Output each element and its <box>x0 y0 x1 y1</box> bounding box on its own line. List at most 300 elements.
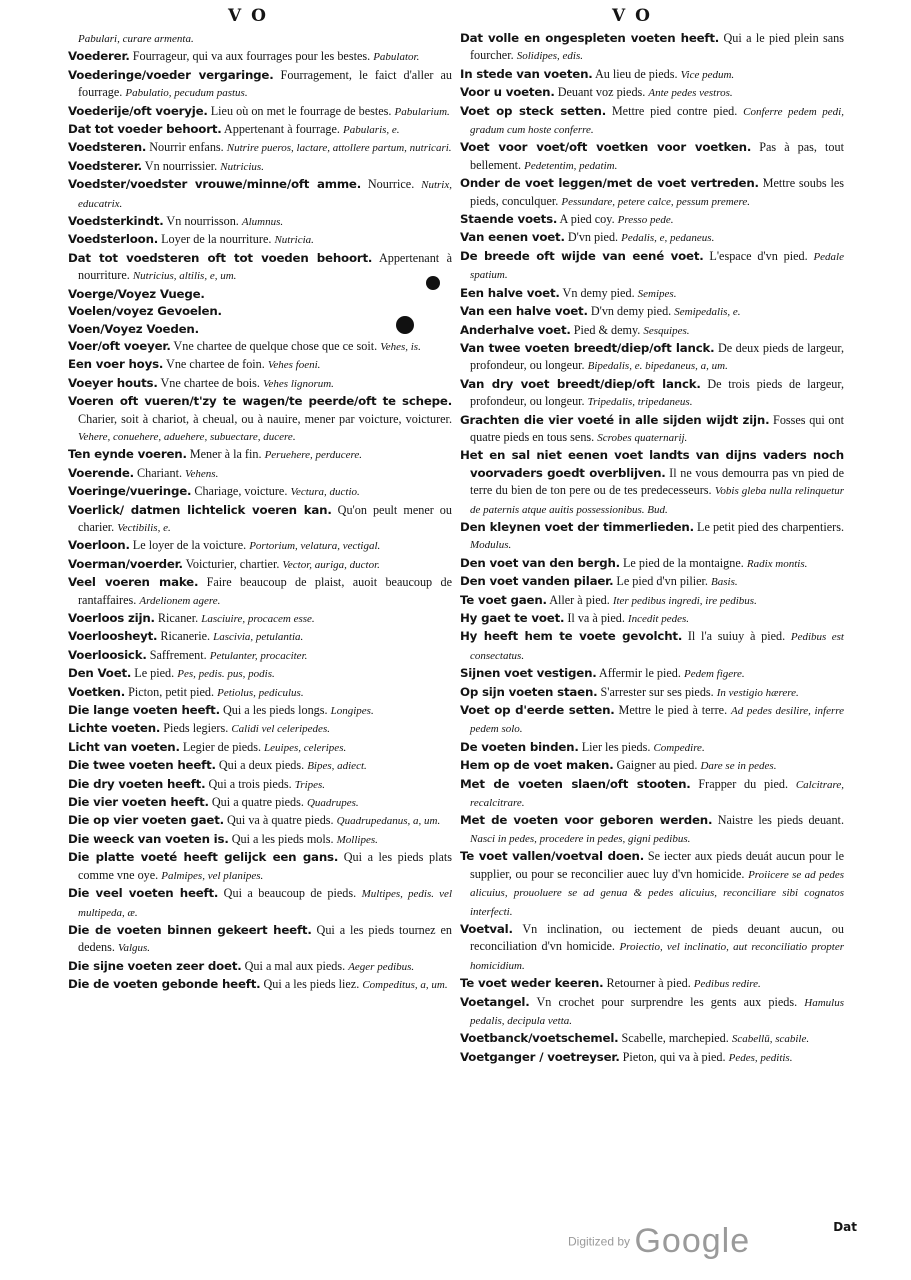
french-gloss: Appertenant à fourrage. <box>221 122 344 137</box>
french-gloss: Qui a les pieds longs. <box>219 703 331 718</box>
french-gloss: Deuant voz pieds. <box>554 85 649 100</box>
headword: Voet op steck setten. <box>460 103 606 118</box>
dictionary-entry <box>68 48 452 66</box>
headword: Die vier voeten heeft. <box>68 795 209 810</box>
latin-gloss: Pessundare, petere calce, pessum premere. <box>561 195 751 208</box>
latin-gloss: Iter pedibus ingredi, ire pedibus. <box>612 594 757 607</box>
french-gloss: Mettre le pied à terre. <box>614 703 732 718</box>
french-gloss: Vn nourrissier. <box>141 158 221 173</box>
dictionary-entry <box>68 356 452 374</box>
headword: Voelen/voyez Gevoelen. <box>68 304 222 319</box>
french-gloss: Lier les pieds. <box>578 739 654 754</box>
latin-gloss: Modulus. <box>470 539 512 552</box>
french-gloss: Qui a les pieds liez. <box>260 977 363 992</box>
headword: Hy gaet te voet. <box>460 611 565 625</box>
latin-gloss: Vectibilis, e. <box>117 521 171 534</box>
latin-gloss: Pedibus redire. <box>693 978 761 991</box>
dictionary-entry <box>68 849 452 885</box>
dictionary-entry <box>68 794 452 812</box>
headword: Te voet vallen/voetval doen. <box>460 849 645 864</box>
latin-gloss: Lasciuire, procacem esse. <box>201 613 315 625</box>
french-gloss: Le pied d'vn pilier. <box>613 574 712 589</box>
french-gloss: D'vn pied. <box>564 230 622 245</box>
dictionary-entry <box>460 303 844 321</box>
latin-gloss: Vehes, is. <box>380 340 421 353</box>
dictionary-entry <box>460 1030 844 1048</box>
headword: Voederije/oft voeryje. <box>68 103 208 118</box>
headword: Die sijne voeten zeer doet. <box>68 958 242 973</box>
dictionary-entry <box>460 285 844 303</box>
french-gloss: Naistre les pieds deuant. <box>712 813 844 828</box>
latin-gloss: Portorium, velatura, vectigal. <box>249 540 381 553</box>
french-gloss: Saffrement. <box>146 647 210 662</box>
french-gloss: Qu'on peult mener ou charier. <box>78 502 452 534</box>
latin-gloss: Nutricia. <box>274 234 314 247</box>
dictionary-entry <box>68 446 452 464</box>
headword: Voor u voeten. <box>460 85 555 100</box>
latin-gloss: Ardelionem agere. <box>139 594 221 607</box>
latin-gloss: Pabularium. <box>394 105 450 118</box>
headword: Die op vier voeten gaet. <box>68 813 224 828</box>
dictionary-entry <box>460 757 844 775</box>
headword: Een halve voet. <box>460 285 560 300</box>
headword: Op sijn voeten staen. <box>460 684 598 699</box>
french-gloss: D'vn demy pied. <box>587 304 675 319</box>
dictionary-entry <box>68 574 452 610</box>
headword: Te voet gaen. <box>460 592 547 607</box>
latin-gloss: Vehes foeni. <box>267 359 321 372</box>
french-gloss: S'arrester sur ses pieds. <box>597 684 717 699</box>
headword: Ten eynde voeren. <box>68 447 187 462</box>
dictionary-entry <box>68 213 452 231</box>
french-gloss: Il va à pied. <box>564 611 628 625</box>
dictionary-entry <box>68 176 452 213</box>
headword: Die platte voeté heeft gelijck een gans. <box>68 850 339 865</box>
dictionary-entry <box>68 665 452 683</box>
french-gloss: Mettre soubs les pieds, conculquer. <box>470 176 844 208</box>
dictionary-entry <box>68 483 452 501</box>
headword: Van twee voeten breedt/diep/oft lanck. <box>460 340 715 355</box>
headword: Voeyer houts. <box>68 375 158 390</box>
dictionary-entry <box>68 67 452 103</box>
headword: Voetangel. <box>460 994 530 1009</box>
headword: Met de voeten voor geboren werden. <box>460 813 713 828</box>
french-gloss: Ricanerie. <box>157 629 214 644</box>
latin-gloss: Petiolus, pediculus. <box>217 686 304 699</box>
headword: Die lange voeten heeft. <box>68 703 220 718</box>
latin-gloss: Tripes. <box>294 778 326 791</box>
french-gloss: Appertenant à nourriture. <box>78 250 452 283</box>
latin-gloss: Calidi vel celeripedes. <box>231 723 330 736</box>
headword: Met de voeten slaen/oft stooten. <box>460 776 691 791</box>
french-gloss: Chariant. <box>133 465 186 480</box>
headword: Dat volle en ongespleten voeten heeft. <box>460 31 720 45</box>
headword: Dat tot voeder behoort. <box>68 122 222 137</box>
french-gloss: Vn crochet pour surprendre les gents aux pieds. <box>529 994 805 1009</box>
headword: Veel voeren make. <box>68 575 199 590</box>
headword: Grachten die vier voeté in alle sijden wijdt zijn. <box>460 412 770 427</box>
headword: Voerloosick. <box>68 647 147 662</box>
dictionary-entry <box>68 628 452 646</box>
french-gloss: Fourrageur, qui va aux fourrages pour les bestes. <box>129 49 374 64</box>
dictionary-entry <box>460 322 844 340</box>
dictionary-entry <box>460 573 844 591</box>
latin-gloss: Bipedalis, e. bipedaneus, a, um. <box>587 360 728 373</box>
french-gloss: Le loyer de la voicture. <box>129 538 250 553</box>
french-gloss: Se iecter aux pieds deuát aucun pour le supplier, ou pour se reconcilier auec luy d'vn homicide. <box>470 849 844 881</box>
headword: Te voet weder keeren. <box>460 976 604 991</box>
headword: Voerende. <box>68 465 134 480</box>
latin-gloss: Basis. <box>711 576 738 589</box>
latin-gloss: Valgus. <box>117 942 151 955</box>
headword: De breede oft wijde van eené voet. <box>460 248 704 263</box>
headword: Die weeck van voeten is. <box>68 831 229 846</box>
latin-gloss: Vehes lignorum. <box>263 377 334 390</box>
dictionary-entry <box>68 321 452 338</box>
headword: Onder de voet leggen/met de voet vertreden. <box>460 176 759 191</box>
headword: Die dry voeten heeft. <box>68 776 206 791</box>
latin-gloss: Alumnus. <box>241 216 284 229</box>
dictionary-entry <box>68 922 452 958</box>
latin-gloss: Nutrire pueros, lactare, attollere partum, nutricari. <box>226 142 452 155</box>
headword: Voerloos zijn. <box>68 611 155 625</box>
latin-gloss: Aeger pedibus. <box>348 960 415 973</box>
latin-gloss: Pes, pedis. pus, podis. <box>177 668 275 681</box>
headword: Hem op de voet maken. <box>460 758 614 773</box>
latin-gloss: Nutricius. <box>220 160 264 173</box>
dictionary-entry <box>68 103 452 121</box>
latin-gloss: Longipes. <box>330 705 374 718</box>
headword: Voedsterloon. <box>68 232 159 247</box>
headword: Van eenen voet. <box>460 230 565 245</box>
latin-gloss: Pedem figere. <box>684 668 745 681</box>
dictionary-entry <box>460 412 844 448</box>
left-column <box>68 30 452 995</box>
dictionary-entry <box>68 958 452 976</box>
dictionary-entry <box>460 684 844 702</box>
latin-gloss: Calcitrare, recalcitrare. <box>470 778 844 810</box>
latin-gloss: In vestigio hærere. <box>716 686 799 699</box>
french-gloss: Faire beaucoup de plaist, auoit beaucoup de rantaffaires. <box>78 575 453 607</box>
french-gloss: Le pied de la montaigne. <box>619 555 747 570</box>
dictionary-entry <box>68 231 452 249</box>
dictionary-entry <box>460 975 844 993</box>
french-gloss: Vn nourrisson. <box>163 214 242 229</box>
dictionary-entry <box>460 1049 844 1067</box>
latin-gloss: Palmipes, vel planipes. <box>161 869 264 882</box>
french-gloss: L'espace d'vn pied. <box>703 248 814 263</box>
dictionary-entry <box>68 30 452 48</box>
latin-gloss: Pabulator. <box>373 51 420 64</box>
headword: Voetganger / voetreyser. <box>460 1049 620 1064</box>
dictionary-entry <box>460 921 844 975</box>
headword: Voetbanck/voetschemel. <box>460 1031 619 1046</box>
french-gloss: A pied coy. <box>557 212 618 227</box>
french-gloss: Pied & demy. <box>570 322 644 337</box>
headword: Die twee voeten heeft. <box>68 758 216 773</box>
french-gloss: Qui a les pieds mols. <box>228 831 337 846</box>
french-gloss: Gaigner au pied. <box>613 758 701 773</box>
french-gloss: Retourner à pied. <box>603 976 694 991</box>
dictionary-entry <box>460 519 844 555</box>
latin-gloss: Bipes, adiect. <box>307 760 367 773</box>
latin-gloss: Vehere, conuehere, aduehere, subuectare, ducere. <box>78 430 296 443</box>
latin-gloss: Pabulatio, pecudum pastus. <box>125 87 248 100</box>
headword: Die de voeten binnen gekeert heeft. <box>68 922 312 937</box>
headword: Voederer. <box>68 49 130 64</box>
french-gloss: De trois pieds de largeur, profondeur, ou longeur. <box>470 376 844 409</box>
dictionary-entry <box>68 976 452 994</box>
french-gloss: Mener à la fin. <box>186 447 265 462</box>
latin-gloss: Pedalis, e, pedaneus. <box>621 232 715 245</box>
headword: Anderhalve voet. <box>460 322 571 337</box>
latin-gloss: Vector, auriga, ductor. <box>282 558 380 571</box>
latin-gloss: Leuipes, celeripes. <box>264 741 347 754</box>
french-gloss: Qui a les pieds plats comme vne oye. <box>78 850 452 882</box>
headword: Een voer hoys. <box>68 357 164 372</box>
headword: Voetval. <box>460 921 513 936</box>
french-gloss: Pas à pas, tout bellement. <box>470 140 845 172</box>
headword: Voetken. <box>68 684 126 699</box>
latin-gloss: Vice pedum. <box>680 68 735 81</box>
dictionary-entry <box>68 303 452 320</box>
french-gloss: Charier, soit à chariot, à cheual, ou à nauire, mener par voicture, voicturer. <box>78 411 452 426</box>
latin-gloss: Incedit pedes. <box>627 613 690 625</box>
latin-gloss: Multipes, pedis. vel multipeda, æ. <box>78 888 452 919</box>
headword: Het en sal niet eenen voet landts van dijns vaders noch voorvaders goedt overblijven. <box>460 448 844 480</box>
latin-gloss: Ante pedes vestros. <box>648 87 733 100</box>
french-gloss: Chariage, voicture. <box>191 484 291 499</box>
latin-gloss: Nasci in pedes, procedere in pedes, gigni pedibus. <box>470 832 691 845</box>
french-gloss: Nourrir enfans. <box>146 140 227 155</box>
digitized-watermark <box>568 1222 750 1261</box>
dictionary-entry <box>68 739 452 757</box>
dictionary-entry <box>460 592 844 610</box>
headword: In stede van voeten. <box>460 66 593 81</box>
french-gloss: Lieu où on met le fourrage de bestes. <box>207 103 395 118</box>
dictionary-entry <box>68 757 452 775</box>
latin-gloss: Sesquipes. <box>643 324 690 337</box>
headword: Die de voeten gebonde heeft. <box>68 977 261 992</box>
french-gloss: Mettre pied contre pied. <box>605 103 744 118</box>
latin-gloss: Presso pede. <box>617 214 674 227</box>
french-gloss: Pieds legiers. <box>160 721 232 736</box>
latin-gloss: Ad pedes desilire, inferre pedem solo. <box>470 705 844 736</box>
headword: Voerloon. <box>68 538 130 553</box>
watermark-brand: Google <box>634 1222 751 1260</box>
headword: Voet voor voet/oft voetken voor voetken. <box>460 140 752 155</box>
french-gloss: Vne chartee de quelque chose que ce soit. <box>170 338 381 353</box>
headword: Voen/Voyez Voeden. <box>68 321 199 336</box>
dictionary-entry <box>68 121 452 139</box>
ink-blot-2 <box>396 316 414 334</box>
french-gloss: Qui a mal aux pieds. <box>241 958 349 973</box>
latin-gloss: Petulanter, procaciter. <box>209 649 308 662</box>
latin-gloss: Hamulus pedalis, decipula vetta. <box>470 996 844 1027</box>
french-gloss: Affermir le pied. <box>596 666 684 681</box>
french-gloss: Qui a trois pieds. <box>205 776 295 791</box>
headword: Voerman/voerder. <box>68 556 183 571</box>
running-head-right: V O <box>612 6 652 26</box>
dictionary-entry <box>460 665 844 683</box>
headword: Den Voet. <box>68 666 132 681</box>
headword: De voeten binden. <box>460 739 579 754</box>
latin-gloss: Compeditus, a, um. <box>362 979 448 992</box>
latin-gloss: Pabulari, curare armenta. <box>78 33 194 45</box>
headword: Voederinge/voeder vergaringe. <box>68 67 274 82</box>
dictionary-entry <box>68 537 452 555</box>
french-gloss: Vne chartee de foin. <box>163 357 268 372</box>
french-gloss: Voicturier, chartier. <box>182 556 283 571</box>
headword: Voet op d'eerde setten. <box>460 703 615 718</box>
french-gloss: Qui va à quatre pieds. <box>223 813 337 828</box>
dictionary-entry <box>460 812 844 848</box>
headword: Den voet vanden pilaer. <box>460 574 614 589</box>
dictionary-entry <box>68 647 452 665</box>
french-gloss: Vne chartee de bois. <box>157 375 264 390</box>
dictionary-entry <box>68 393 452 446</box>
french-gloss: Aller à pied. <box>546 592 613 607</box>
latin-gloss: Lascivia, petulantia. <box>213 631 304 644</box>
headword: Voeringe/vueringe. <box>68 484 192 499</box>
latin-gloss: Pedes, peditis. <box>728 1051 793 1064</box>
french-gloss: Le pied. <box>131 666 178 681</box>
latin-gloss: Pedetentim, pedatim. <box>524 159 618 172</box>
french-gloss: Nourrice. <box>361 177 422 192</box>
french-gloss: Il ne vous demourra pas vn pied de terre du bien de ton pere ou de tes predecesseurs. <box>470 465 844 498</box>
headword: Voeren oft vueren/t'zy te wagen/te peerde/oft te schepe. <box>68 394 452 409</box>
french-gloss: Qui a deux pieds. <box>215 758 308 773</box>
latin-gloss: Quadrupes. <box>306 797 359 810</box>
latin-gloss: Nutrix, educatrix. <box>78 179 452 210</box>
headword: Van dry voet breedt/diep/oft lanck. <box>460 376 701 391</box>
dictionary-entry <box>460 776 844 813</box>
french-gloss: Loyer de la nourriture. <box>158 232 275 247</box>
dictionary-entry <box>68 812 452 830</box>
headword: Voedsteren. <box>68 140 147 155</box>
headword: Sijnen voet vestigen. <box>460 666 597 681</box>
french-gloss: Qui a les pieds tournez en dedens. <box>78 922 452 955</box>
dictionary-entry <box>460 66 844 84</box>
dictionary-entry <box>68 776 452 794</box>
latin-gloss: Mollipes. <box>336 833 378 846</box>
headword: Voerloosheyt. <box>68 629 158 644</box>
latin-gloss: Proiicere se ad pedes alicuius, prouoluere se ad genua & pedes alicuius, reconciliare sibi cognatos interfecti. <box>470 868 844 918</box>
dictionary-entry <box>68 556 452 574</box>
headword: Voedsterkindt. <box>68 214 164 229</box>
dictionary-entry <box>68 502 452 538</box>
dictionary-entry <box>460 175 844 211</box>
watermark-prefix: Digitized by <box>568 1234 631 1249</box>
dictionary-entry <box>460 340 844 376</box>
dictionary-entry <box>460 103 844 140</box>
dictionary-entry <box>460 139 844 175</box>
headword: Die veel voeten heeft. <box>68 886 219 901</box>
dictionary-entry <box>460 376 844 412</box>
headword: Lichte voeten. <box>68 721 161 736</box>
latin-gloss: Semipes. <box>637 287 677 300</box>
headword: Dat tot voedsteren oft tot voeden behoort. <box>68 250 373 265</box>
french-gloss: Qui a beaucoup de pieds. <box>218 886 362 901</box>
latin-gloss: Semipedalis, e. <box>674 306 741 319</box>
french-gloss: Legier de pieds. <box>179 739 265 754</box>
headword: Van een halve voet. <box>460 304 588 319</box>
latin-gloss: Proiectio, vel inclinatio, aut reconciliatio propter homicidium. <box>470 941 844 972</box>
latin-gloss: Solidipes, edis. <box>516 50 584 63</box>
dictionary-entry <box>460 994 844 1031</box>
latin-gloss: Vehens. <box>185 467 219 480</box>
dictionary-entry <box>68 158 452 176</box>
latin-gloss: Compedire. <box>653 741 705 754</box>
latin-gloss: Tripedalis, tripedaneus. <box>587 396 693 409</box>
dictionary-entry <box>68 702 452 720</box>
latin-gloss: Pedale spatium. <box>470 250 844 282</box>
french-gloss: Vn inclination, ou iectement de pieds deuant aucun, ou reconciliation d'vn homicide. <box>470 921 844 954</box>
right-column <box>460 30 844 1067</box>
french-gloss: Le petit pied des charpentiers. <box>693 519 845 534</box>
headword: Den voet van den bergh. <box>460 555 620 570</box>
french-gloss: Vn demy pied. <box>559 285 638 300</box>
headword: Voedsterer. <box>68 158 142 173</box>
french-gloss: Qui a le pied plein sans fourcher. <box>470 31 844 63</box>
dictionary-entry <box>460 211 844 229</box>
dictionary-entry <box>68 286 452 303</box>
headword: Voerge/Voyez Vuege. <box>68 286 205 301</box>
dictionary-entry <box>68 465 452 483</box>
dictionary-entry <box>68 139 452 157</box>
dictionary-entry <box>460 84 844 102</box>
latin-gloss: Nutricius, altilis, e, um. <box>132 270 237 283</box>
french-gloss: Il l'a suiuy à pied. <box>682 629 791 644</box>
headword: Licht van voeten. <box>68 739 180 754</box>
latin-gloss: Scrobes quaternarij. <box>597 431 688 444</box>
french-gloss: Fourragement, le faict d'aller au fourrage. <box>78 67 452 100</box>
french-gloss: Ricaner. <box>154 611 202 625</box>
headword: Den kleynen voet der timmerlieden. <box>460 519 694 534</box>
headword: Hy heeft hem te voete gevolcht. <box>460 629 683 644</box>
headword: Voedster/voedster vrouwe/minne/oft amme. <box>68 177 361 192</box>
dictionary-entry <box>68 885 452 922</box>
latin-gloss: Dare se in pedes. <box>700 760 777 773</box>
running-head-left: V O <box>228 6 268 26</box>
dictionary-entry <box>68 831 452 849</box>
latin-gloss: Radix montis. <box>746 557 808 570</box>
dictionary-entry <box>68 375 452 393</box>
french-gloss: Pieton, qui va à pied. <box>619 1049 729 1064</box>
dictionary-entry <box>460 610 844 628</box>
headword: Voerlick/ datmen lichtelick voeren kan. <box>68 502 332 517</box>
headword: Staende voets. <box>460 212 558 227</box>
french-gloss: Au lieu de pieds. <box>592 66 681 81</box>
french-gloss: Picton, petit pied. <box>125 684 218 699</box>
french-gloss: Qui a quatre pieds. <box>208 795 307 810</box>
latin-gloss: Vectura, ductio. <box>290 486 360 499</box>
dictionary-entry <box>460 739 844 757</box>
dictionary-entry <box>68 610 452 628</box>
dictionary-entry <box>460 447 844 519</box>
latin-gloss: Conferre pedem pedi, gradum cum hoste conferre. <box>470 105 844 137</box>
dictionary-entry <box>460 30 844 66</box>
dictionary-entry <box>68 684 452 702</box>
french-gloss: Frapper du pied. <box>690 776 796 791</box>
latin-gloss: Quadrupedanus, a, um. <box>336 815 441 828</box>
french-gloss: De deux pieds de largeur, profondeur, ou longeur. <box>470 340 845 373</box>
dictionary-entry <box>460 248 844 285</box>
dictionary-entry <box>460 848 844 921</box>
dictionary-entry <box>68 338 452 356</box>
ink-blot-1 <box>426 276 440 290</box>
dictionary-entry <box>68 250 452 286</box>
